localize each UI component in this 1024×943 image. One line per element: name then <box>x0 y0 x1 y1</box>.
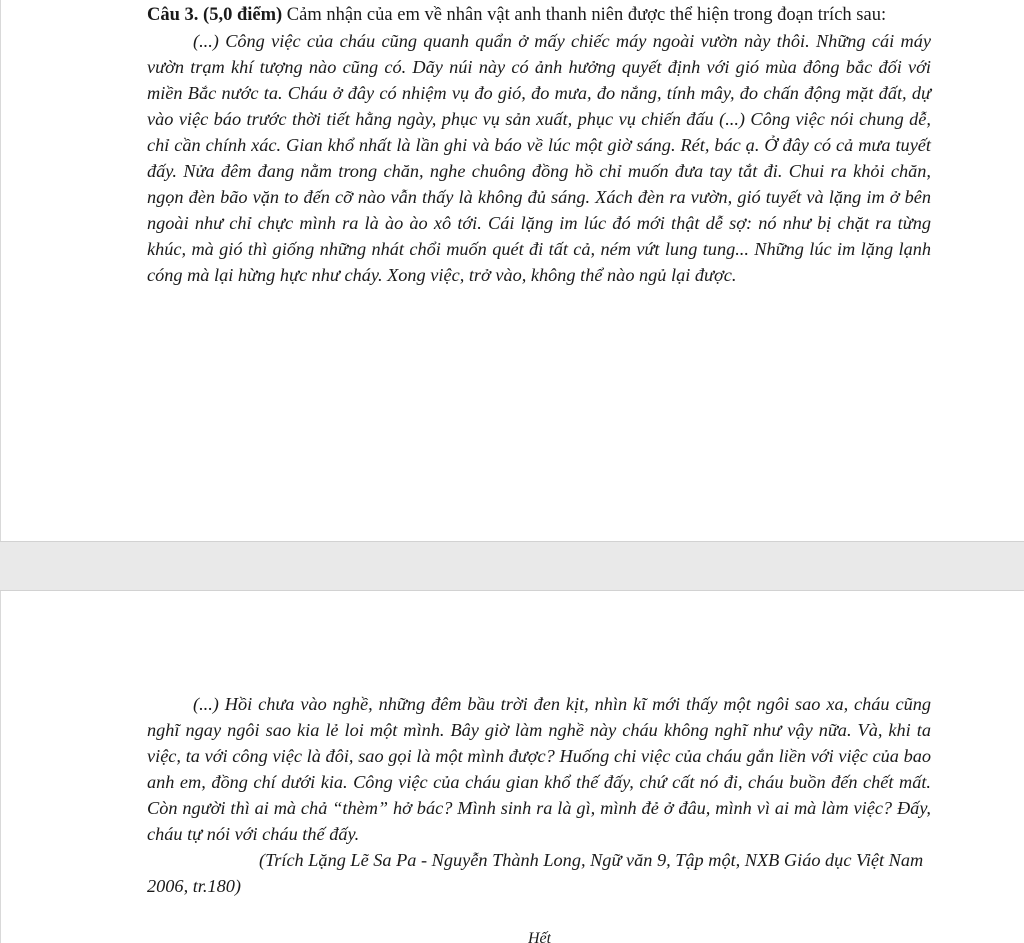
question-prompt: Cảm nhận của em về nhân vật anh thanh niên được thể hiện trong đoạn trích sau: <box>286 5 887 25</box>
excerpt-text-2: (...) Hồi chưa vào nghề, những đêm bầu trời đen kịt, nhìn kĩ mới thấy một ngôi sao xa, cháu cũng nghĩ ngay ngôi sao kia lẻ loi một mình. Bây giờ làm nghề này cháu không nghĩ như vậy nữa. Và, khi ta việc, ta với công việc là đôi, sao gọi là một mình được? Huống chi việc của cháu gắn liền với việc của bao anh em, đồng chí dưới kia. Công việc của cháu gian khổ thế đấy, chứ cất nó đi, cháu buồn đến chết mất. Còn người thì ai mà chả “thèm” hở bác? Mình sinh ra là gì, mình đẻ ở đâu, mình vì ai mà làm việc? Đấy, cháu tự nói với cháu thế đấy. <box>147 694 931 844</box>
citation-text: (Trích Lặng Lẽ Sa Pa - Nguyễn Thành Long, Ngữ văn 9, Tập một, NXB Giáo dục Việt Nam 2006, tr.180) <box>147 850 924 896</box>
page-separator <box>0 541 1024 591</box>
excerpt-paragraph-2 <box>147 691 931 847</box>
excerpt-paragraph-1 <box>147 28 931 288</box>
excerpt-block-2 <box>147 691 931 899</box>
question-label: Câu 3. <box>147 5 199 25</box>
end-mark: Hết <box>528 930 552 943</box>
question-heading <box>147 2 931 28</box>
question-block <box>147 2 931 288</box>
source-citation <box>147 847 931 899</box>
question-points: (5,0 điểm) <box>203 5 283 25</box>
document-page-2 <box>0 591 1024 943</box>
excerpt-text-1: (...) Công việc của cháu cũng quanh quẩn ở mấy chiếc máy ngoài vườn này thôi. Những cái máy vườn trạm khí tượng nào cũng có. Dãy núi này có ảnh hưởng quyết định với gió mùa đông bắc đối với miền Bắc nước ta. Cháu ở đây có nhiệm vụ đo gió, đo mưa, đo nắng, tính mây, đo chấn động mặt đất, dự vào việc báo trước thời tiết hằng ngày, phục vụ sản xuất, phục vụ chiến đấu (...) Công việc nói chung dễ, chỉ cần chính xác. Gian khổ nhất là lần ghi và báo về lúc một giờ sáng. Rét, bác ạ. Ở đây có cả mưa tuyết đấy. Nửa đêm đang nằm trong chăn, nghe chuông đồng hồ chỉ muốn đưa tay tắt đi. Chui ra khỏi chăn, ngọn đèn bão vặn to đến cỡ nào vẫn thấy là không đủ sáng. Xách đèn ra vườn, gió tuyết và lặng im ở bên ngoài như chỉ chực mình ra là ào ào xô tới. Cái lặng im lúc đó mới thật dễ sợ: nó như bị chặt ra từng khúc, mà gió thì giống những nhát chổi muốn quét đi tất cả, ném vứt lung tung... Những lúc im lặng lạnh cóng mà lại hừng hực như cháy. Xong việc, trở vào, không thể nào ngủ lại được. <box>147 31 931 285</box>
